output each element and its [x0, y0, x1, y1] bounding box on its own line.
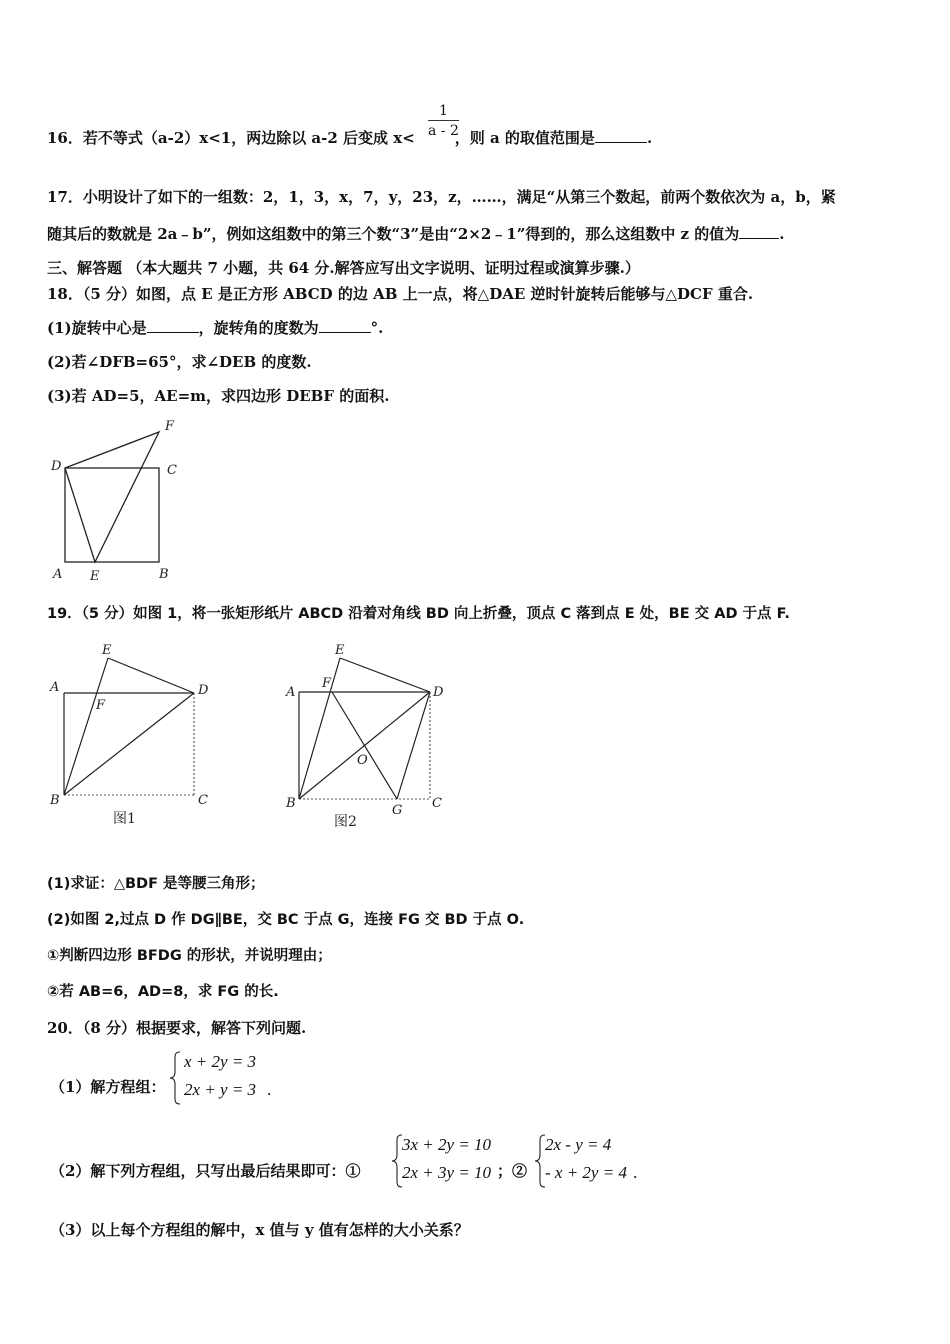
label-C: C — [167, 463, 177, 478]
q20-part3: （3）以上每个方程组的解中，x 值与 y 值有怎样的大小关系？ — [50, 1221, 469, 1239]
q20-stem: 20．（8 分）根据要求，解答下列问题. — [47, 1019, 307, 1037]
q18-blank-center — [147, 318, 199, 333]
q18-part1-a: (1)旋转中心是 — [47, 319, 147, 337]
q16-answer-blank — [595, 128, 647, 143]
sys1-eq1: x + 2y = 3 — [184, 1052, 257, 1071]
fig1-label-C: C — [198, 793, 208, 808]
q18-part1-b: ，旋转角的度数为 — [198, 319, 319, 337]
square-abcd — [65, 468, 159, 562]
fig1-label-A: A — [50, 680, 60, 695]
sys2b-dot: . — [633, 1163, 638, 1182]
q17-line2-text: 随其后的数就是 2a﹣b”，例如这组数中的第三个数“3”是由“2×2﹣1”得到的，那么这组数中 z 的值为 — [47, 225, 740, 243]
label-F: F — [165, 419, 175, 434]
q16-frac-denominator: a - 2 — [428, 123, 459, 139]
fig2-label-D: D — [433, 685, 444, 700]
q16-fraction — [428, 103, 459, 139]
q19-stem: 19．（5 分）如图 1，将一张矩形纸片 ABCD 沿着对角线 BD 向上折叠，顶点 C 落到点 E 处，BE 交 AD 于点 F. — [47, 606, 790, 622]
q18-figure — [45, 412, 195, 587]
fig1-label-D: D — [198, 683, 209, 698]
triangles-daf-dae — [65, 432, 159, 562]
q17-line2 — [47, 224, 785, 244]
label-B: B — [159, 567, 169, 582]
q18-part2: (2)若∠DFB=65°，求∠DEB 的度数. — [47, 353, 312, 371]
q17-answer-blank — [739, 224, 779, 239]
q19-figure-2 — [278, 638, 478, 833]
fig2-label-C: C — [432, 796, 442, 811]
brace-sys1 — [168, 1050, 182, 1106]
fig2-label-G: G — [392, 803, 403, 818]
q16-text — [47, 128, 652, 148]
q16-post: ，则 a 的取值范围是 — [454, 129, 595, 147]
q18-part3: (3)若 AD=5，AE=m，求四边形 DEBF 的面积. — [47, 387, 390, 405]
section-heading: 三、解答题 （本大题共 7 小题，共 64 分.解答应写出文字说明、证明过程或演算步骤.） — [47, 259, 640, 277]
q18-blank-angle — [319, 318, 371, 333]
fig1-caption: 图1 — [113, 811, 136, 827]
q20-part1-label: （1）解方程组： — [50, 1078, 166, 1096]
fig2-label-A: A — [286, 685, 296, 700]
label-A: A — [53, 567, 63, 582]
sys1-eq2: 2x + y = 3 — [184, 1080, 257, 1099]
sys2a-eq2: 2x + 3y = 10 — [402, 1163, 492, 1182]
sys2b-eq1: 2x - y = 4 — [545, 1135, 612, 1154]
q16-end: . — [646, 129, 653, 147]
sys2b-eq2: - x + 2y = 4 — [545, 1163, 627, 1182]
q19-figure-1 — [40, 638, 240, 833]
sys2a-eq1: 3x + 2y = 10 — [402, 1135, 492, 1154]
fig2-label-O: O — [357, 753, 368, 768]
label-D: D — [51, 459, 62, 474]
q19-part2: (2)如图 2,过点 D 作 DG∥BE，交 BC 于点 G，连接 FG 交 BD 于点 O. — [47, 912, 525, 928]
fig1-label-E: E — [102, 643, 112, 658]
label-E: E — [90, 569, 100, 584]
q19-part2b: ②若 AB=6，AD=8，求 FG 的长. — [47, 984, 279, 1000]
q18-part1-c: °. — [370, 319, 384, 337]
q18-part1 — [47, 318, 383, 338]
fig1-label-B: B — [50, 793, 60, 808]
fig2-label-F: F — [322, 676, 332, 691]
fig2-label-E: E — [335, 643, 345, 658]
q20-part2-label: （2）解下列方程组，只写出最后结果即可：① — [50, 1162, 361, 1180]
sys1-dot: . — [267, 1080, 272, 1099]
q17-line1: 17．小明设计了如下的一组数：2，1，3，x，7，y，23，z，……，满足“从第三个数起，前两个数依次为 a，b，紧 — [47, 188, 836, 206]
q19-part1: (1)求证：△BDF 是等腰三角形； — [47, 876, 265, 892]
q19-part2a: ①判断四边形 BFDG 的形状，并说明理由； — [47, 948, 332, 964]
q20-part2-sep: ；② — [497, 1162, 528, 1180]
q16-frac-numerator: 1 — [428, 103, 459, 121]
fig2-caption: 图2 — [334, 814, 357, 830]
q16-pre: 16．若不等式（a-2）x<1，两边除以 a-2 后变成 x< — [47, 129, 415, 147]
fig1-label-F: F — [96, 698, 106, 713]
q17-end: . — [779, 225, 785, 243]
fig2-label-B: B — [286, 796, 296, 811]
q18-stem: 18．（5 分）如图，点 E 是正方形 ABCD 的边 AB 上一点，将△DAE 逆时针旋转后能够与△DCF 重合. — [47, 285, 754, 303]
